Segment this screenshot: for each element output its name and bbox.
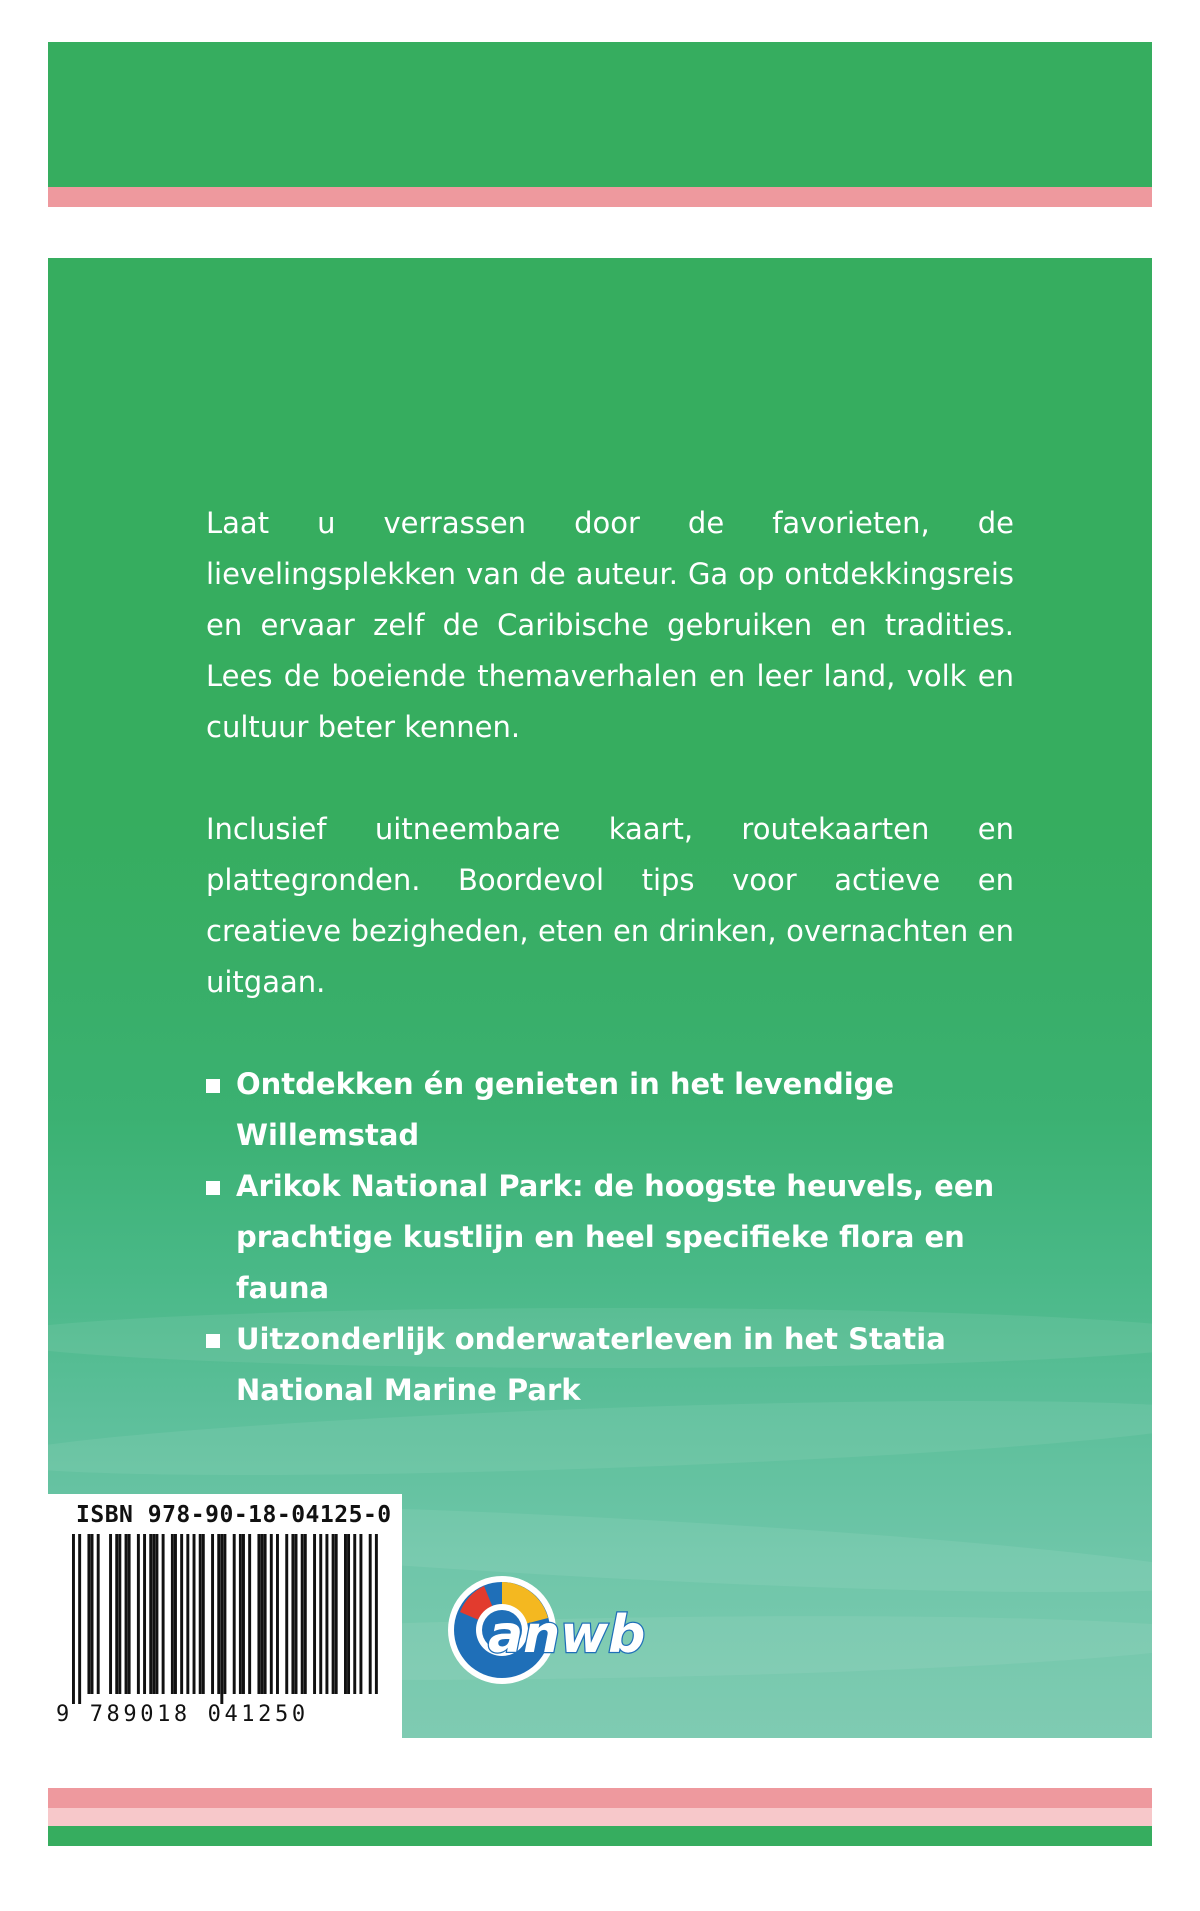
barcode-bar [217,1534,220,1694]
barcode-bar [180,1534,183,1694]
barcode-bar [344,1534,347,1694]
isbn-label: ISBN 978-90-18-04125-0 [76,1502,392,1528]
barcode-bar [291,1534,294,1694]
barcode-bar [152,1534,155,1694]
barcode-bar [295,1534,298,1694]
barcode-bar [97,1534,100,1694]
barcode-bar [375,1534,378,1694]
top-green-band [48,42,1152,187]
barcode-bar [242,1534,245,1694]
barcode-bar [319,1534,322,1694]
barcode-bar [199,1534,202,1694]
barcode-bar [91,1534,94,1694]
barcode-bar [128,1534,131,1694]
barcode-bar [369,1534,372,1694]
barcode-bar [125,1534,128,1694]
barcode-bar [257,1534,260,1694]
inclusief-paragraph: Inclusief uitneembare kaart, routekaarten en plattegronden. Boordevol tips voor actieve en creatieve bezigheden, eten en drinken, overnachten en uitgaan. [206,812,1014,999]
barcode-icon [72,1534,378,1704]
barcode-bar [115,1534,118,1694]
barcode-digits: 9 789018 041250 [56,1702,309,1727]
barcode-bar [261,1534,264,1694]
anwb-logo-text: anwb [488,1605,646,1665]
barcode-bar [223,1534,226,1694]
barcode-bar [78,1534,81,1704]
anwb-logo [440,1560,650,1700]
bullet-square-icon [206,1181,220,1195]
highlight-text: Uitzonderlijk onderwaterleven in het Statia National Marine Park [236,1322,946,1407]
bullet-square-icon [206,1079,220,1093]
barcode-bar [155,1534,158,1694]
top-pink-stripe [48,187,1152,207]
highlight-text: Arikok National Park: de hoogste heuvels, een prachtige kustlijn en heel specifieke flora en fauna [236,1169,995,1305]
bottom-pink-stripe [48,1788,1152,1808]
bullet-square-icon [206,1334,220,1348]
barcode-bar [72,1534,75,1704]
barcode-bar [325,1534,328,1694]
highlight-text: Ontdekken én genieten in het levendige Willemstad [236,1067,895,1152]
bottom-light-pink-stripe [48,1808,1152,1826]
barcode-bar [162,1534,165,1694]
back-cover-text [206,498,1014,1416]
barcode-bar [301,1534,304,1694]
highlight-item [206,1059,1014,1161]
barcode-bar [109,1534,112,1694]
barcode-bar [171,1534,174,1694]
barcode-bar [137,1534,140,1694]
barcode-bar [202,1534,205,1694]
barcode-bar [353,1534,356,1694]
barcode-bar [359,1534,362,1694]
barcode-bar [87,1534,90,1694]
highlights-list [206,1059,1014,1416]
barcode-bar [276,1534,279,1694]
highlight-item [206,1161,1014,1314]
bottom-green-stripe [48,1826,1152,1846]
barcode-bar [149,1534,152,1694]
barcode-bar [239,1534,242,1694]
barcode-bar [186,1534,189,1694]
barcode-bar [264,1534,267,1694]
barcode-bar [143,1534,146,1694]
barcode-bar [118,1534,121,1694]
barcode-bar [233,1534,236,1694]
barcode-bar [313,1534,316,1694]
barcode-bar [285,1534,288,1694]
barcode-bar [211,1534,214,1694]
highlight-item [206,1314,1014,1416]
barcode-bar [335,1534,338,1694]
intro-paragraph: Laat u verrassen door de favorieten, de lievelingsplekken van de auteur. Ga op ontdekkingsreis en ervaar zelf de Caribische gebruiken en tradities. Lees de boeiende themaverhalen en leer land, volk en cultuur beter kennen. [206,506,1014,744]
barcode-bar [220,1534,223,1704]
barcode-bar [248,1534,251,1694]
barcode-bar [270,1534,273,1694]
barcode-bar [332,1534,335,1694]
barcode-box [48,1494,402,1738]
barcode-bar [174,1534,177,1694]
barcode-bar [347,1534,350,1694]
barcode-bar [304,1534,307,1694]
barcode-bar [193,1534,196,1694]
